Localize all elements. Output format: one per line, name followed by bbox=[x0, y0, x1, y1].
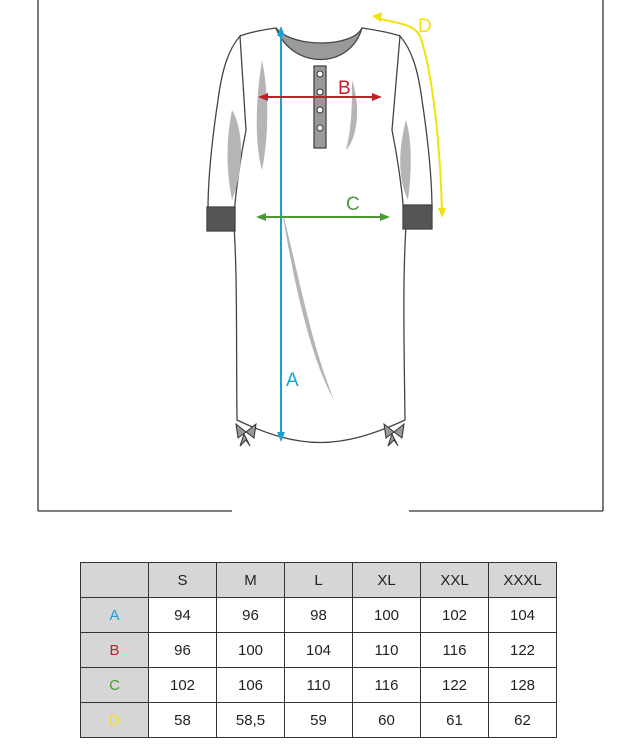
hem-bow-right bbox=[384, 424, 404, 446]
table-cell: 110 bbox=[285, 668, 353, 703]
table-cell: 100 bbox=[353, 598, 421, 633]
row-label-c: C bbox=[81, 668, 149, 703]
label-b: B bbox=[338, 78, 351, 99]
row-label-d: D bbox=[81, 703, 149, 738]
size-header: M bbox=[217, 563, 285, 598]
size-table bbox=[80, 562, 557, 738]
table-cell: 96 bbox=[149, 633, 217, 668]
table-cell: 104 bbox=[285, 633, 353, 668]
table-cell: 104 bbox=[489, 598, 557, 633]
size-header-row bbox=[81, 563, 557, 598]
table-cell: 116 bbox=[353, 668, 421, 703]
table-cell: 102 bbox=[149, 668, 217, 703]
table-cell: 106 bbox=[217, 668, 285, 703]
table-corner bbox=[81, 563, 149, 598]
table-row bbox=[81, 668, 557, 703]
table-cell: 122 bbox=[421, 668, 489, 703]
table-cell: 59 bbox=[285, 703, 353, 738]
table-cell: 98 bbox=[285, 598, 353, 633]
hem-bow-left bbox=[236, 424, 256, 446]
size-header: XXL bbox=[421, 563, 489, 598]
table-cell: 122 bbox=[489, 633, 557, 668]
label-d: D bbox=[418, 16, 432, 37]
table-cell: 100 bbox=[217, 633, 285, 668]
row-label-b: B bbox=[81, 633, 149, 668]
table-cell: 94 bbox=[149, 598, 217, 633]
table-cell: 128 bbox=[489, 668, 557, 703]
size-header: L bbox=[285, 563, 353, 598]
row-label-a: A bbox=[81, 598, 149, 633]
label-a: A bbox=[286, 370, 299, 391]
table-cell: 110 bbox=[353, 633, 421, 668]
size-header: XXXL bbox=[489, 563, 557, 598]
size-header: S bbox=[149, 563, 217, 598]
table-cell: 96 bbox=[217, 598, 285, 633]
table-cell: 60 bbox=[353, 703, 421, 738]
table-cell: 61 bbox=[421, 703, 489, 738]
table-cell: 116 bbox=[421, 633, 489, 668]
table-row bbox=[81, 598, 557, 633]
size-header: XL bbox=[353, 563, 421, 598]
table-row bbox=[81, 703, 557, 738]
table-row bbox=[81, 633, 557, 668]
table-cell: 62 bbox=[489, 703, 557, 738]
table-cell: 58 bbox=[149, 703, 217, 738]
table-cell: 58,5 bbox=[217, 703, 285, 738]
table-cell: 102 bbox=[421, 598, 489, 633]
label-c: C bbox=[346, 194, 360, 215]
